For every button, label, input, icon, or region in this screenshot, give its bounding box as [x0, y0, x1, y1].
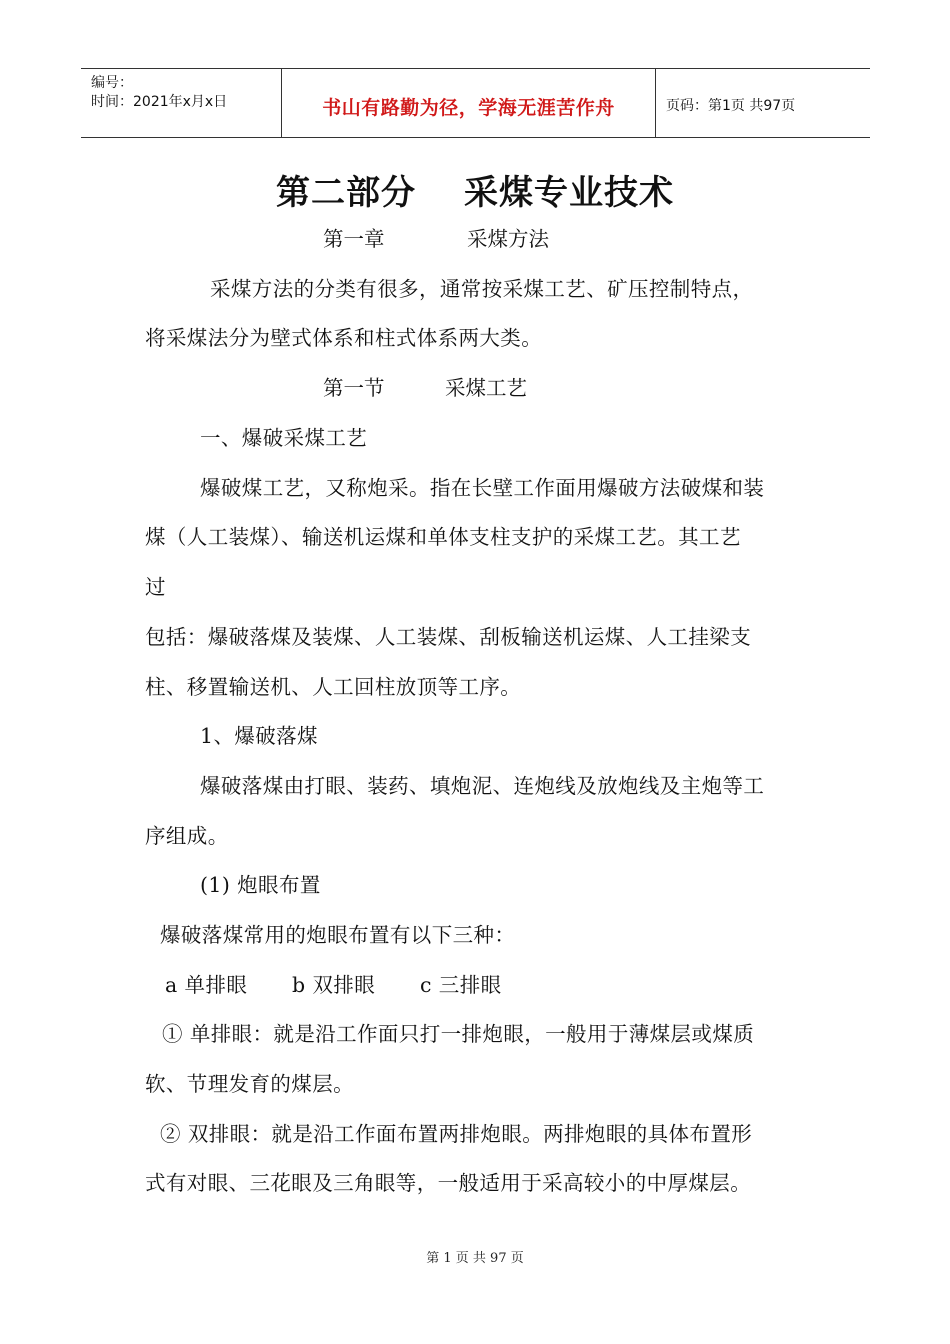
- para5-line-1: ① 单排眼：就是沿工作面只打一排炮眼，一般用于薄煤层或煤质: [162, 1022, 755, 1046]
- number-label: 编号：: [91, 75, 133, 91]
- para4: 爆破落煤常用的炮眼布置有以下三种：: [160, 923, 516, 947]
- heading-hole-layout: (1) 炮眼布置: [200, 873, 321, 897]
- para2-line-2: 柱、移置输送机、人工回柱放顶等工序。: [145, 675, 522, 699]
- para2-line-1: 包括：爆破落煤及装煤、人工装煤、刮板输送机运煤、人工挂梁支: [145, 625, 752, 649]
- page-info: 页码：第1页 共97页: [666, 98, 796, 114]
- document-title: [0, 165, 950, 214]
- intro-line-1: 采煤方法的分类有很多，通常按采煤工艺、矿压控制特点，: [210, 277, 754, 301]
- option-a: a 单排眼: [165, 973, 248, 997]
- chapter-number: 第一章: [323, 227, 385, 251]
- header-motto-cell: [282, 69, 656, 137]
- option-b: b 双排眼: [292, 973, 376, 997]
- para6-line-1: ② 双排眼：就是沿工作面布置两排炮眼。两排炮眼的具体布置形: [160, 1122, 753, 1146]
- section-number: 第一节: [323, 376, 385, 400]
- chapter-name: 采煤方法: [467, 227, 549, 251]
- para5-line-2: 软、节理发育的煤层。: [145, 1072, 354, 1096]
- header-table: [81, 68, 870, 138]
- page-footer: 第 1 页 共 97 页: [426, 1251, 524, 1266]
- header-page-cell: [656, 69, 870, 137]
- para1-line-1: 爆破煤工艺，又称炮采。指在长壁工作面用爆破方法破煤和装: [200, 476, 765, 500]
- title-part: 第二部分: [276, 173, 416, 213]
- intro-line-2: 将采煤法分为壁式体系和柱式体系两大类。: [145, 326, 543, 350]
- para3-line-1: 爆破落煤由打眼、装药、填炮泥、连炮线及放炮线及主炮等工: [200, 774, 765, 798]
- heading-blasting: 一、爆破采煤工艺: [200, 426, 368, 450]
- para1-line-3: 过: [145, 575, 166, 599]
- section-name: 采煤工艺: [445, 376, 527, 400]
- option-c: c 三排眼: [420, 973, 502, 997]
- motto-text: 书山有路勤为径，学海无涯苦作舟: [322, 97, 615, 119]
- para1-line-2: 煤（人工装煤）、输送机运煤和单体支柱支护的采煤工艺。其工艺: [145, 525, 741, 549]
- para6-line-2: 式有对眼、三花眼及三角眼等，一般适用于采高较小的中厚煤层。: [145, 1171, 752, 1195]
- header-left-cell: [81, 69, 282, 137]
- title-name: 采煤专业技术: [464, 173, 674, 213]
- heading-blast-coal: 1、爆破落煤: [200, 724, 318, 748]
- date-label: 时间：2021年x月x日: [91, 94, 228, 110]
- para3-line-2: 序组成。: [145, 824, 229, 848]
